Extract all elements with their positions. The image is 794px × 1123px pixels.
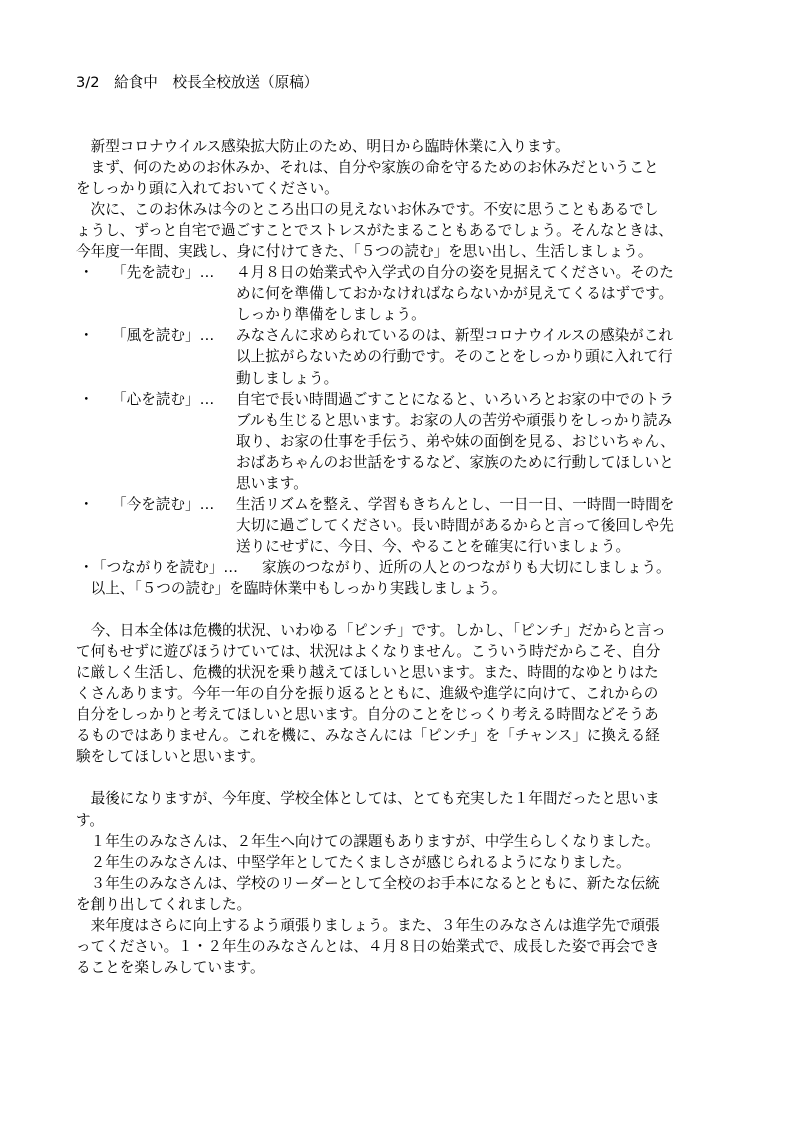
- bullet-text: 家族のつながり、近所の人とのつながりも大切にしましょう。: [262, 558, 671, 576]
- bullet-dot: ・: [79, 390, 94, 408]
- paragraph-line: ょうし、ずっと自宅で過ごすことでストレスがたまることもあるでしょう。そんなときは、: [76, 222, 673, 240]
- paragraph-line: 今、日本全体は危機的状況、いわゆる「ピンチ」です。しかし、「ピンチ」だからと言っ: [76, 622, 666, 640]
- document-title: 3/2 給食中 校長全校放送（原稿）: [76, 74, 319, 91]
- bullet-text: 動しましょう。: [236, 369, 339, 387]
- bullet-text: 送りにせずに、今日、今、やることを確実に行いましょう。: [236, 537, 631, 555]
- paragraph-line: を創り出してくれました。: [76, 895, 252, 913]
- bullet-label: 「つながりを読む」…: [92, 558, 238, 576]
- paragraph-line: 今年度一年間、実践し、身に付けてきた、「５つの読む」を思い出し、生活しましょう。: [76, 243, 653, 261]
- bullet-item-kaze: [76, 325, 718, 346]
- paragraph-line: 来年度はさらに向上するよう頑張りましょう。また、３年生のみなさんは進学先で頑張: [76, 916, 660, 934]
- bullet-text: おばあちゃんのお世話をするなど、家族のために行動してほしいと: [236, 453, 674, 471]
- paragraph-line: 以上、「５つの読む」を臨時休業中もしっかり実践しましょう。: [76, 579, 507, 597]
- bullet-label: 「先を読む」…: [112, 264, 215, 282]
- paragraph-line: をしっかり頭に入れておいてください。: [76, 180, 339, 198]
- bullet-text: めに何を準備しておかなければならないかが見えてくるはずです。: [236, 285, 674, 303]
- paragraph-line: ってください。１・２年生のみなさんとは、４月８日の始業式で、成長した姿で再会でき: [76, 937, 660, 955]
- paragraph-line: に厳しく生活し、危機的状況を乗り越えてほしいと思います。また、時間的なゆとりはた: [76, 664, 659, 682]
- bullet-item-kokoro: [76, 389, 718, 410]
- paragraph-line: 次に、このお休みは今のところ出口の見えないお休みです。不安に思うこともあるでし: [76, 201, 659, 219]
- bullet-item-ima: [76, 494, 718, 515]
- bullet-text: 取り、お家の仕事を手伝う、弟や妹の面倒を見る、おじいちゃん、: [236, 432, 675, 450]
- bullet-label: 「今を読む」…: [112, 495, 215, 513]
- bullet-text: 大切に過ごしてください。長い時間があるからと言って後回しや先: [236, 516, 674, 534]
- bullet-text: 自宅で長い時間過ごすことになると、いろいろとお家の中でのトラ: [236, 390, 674, 408]
- paragraph-line: １年生のみなさんは、２年生へ向けての課題もありますが、中学生らしくなりました。: [76, 832, 660, 850]
- spacer: [76, 767, 718, 788]
- paragraph-line: くさんあります。今年一年の自分を振り返るとともに、進級や進学に向けて、これからの: [76, 685, 659, 703]
- bullet-dot: ・: [79, 264, 94, 282]
- bullet-item-saki: [76, 262, 718, 283]
- paragraph-line: ３年生のみなさんは、学校のリーダーとして全校のお手本になるとともに、新たな伝統: [76, 874, 660, 892]
- paragraph-line: ２年生のみなさんは、中堅学年としてたくましさが感じられるようになりました。: [76, 853, 631, 871]
- bullet-text: 以上拡がらないための行動です。そのことをしっかり頭に入れて行: [236, 348, 673, 366]
- bullet-text: 生活リズムを整え、学習もきちんとし、一日一日、一時間一時間を: [236, 495, 675, 513]
- paragraph-line: 験をしてほしいと思います。: [76, 748, 265, 766]
- paragraph-line: す。: [76, 811, 105, 829]
- bullet-label: 「心を読む」…: [112, 390, 215, 408]
- paragraph-line: 最後になりますが、今年度、学校全体としては、とても充実した１年間だったと思いま: [76, 790, 660, 808]
- paragraph-line: まず、何のためのお休みか、それは、自分や家族の命を守るためのお休みだということ: [76, 159, 659, 177]
- bullet-label: 「風を読む」…: [112, 327, 215, 345]
- paragraph-line: るものではありません。これを機に、みなさんには「ピンチ」を「チャンス」に換える経: [76, 727, 660, 745]
- spacer: [76, 599, 718, 620]
- bullet-text: しっかり準備をしましょう。: [236, 306, 426, 324]
- bullet-text: ４月８日の始業式や入学式の自分の姿を見据えてください。そのた: [236, 264, 674, 282]
- paragraph-line: て何もせずに遊びほうけていては、状況はよくなりません。こういう時だからこそ、自分: [76, 643, 661, 661]
- bullet-dot: ・: [79, 495, 94, 513]
- paragraph-line: 自分をしっかりと考えてほしいと思います。自分のことをじっくり考える時間などそうあ: [76, 706, 659, 724]
- bullet-item-tsunagari: [76, 557, 718, 578]
- bullet-text: 思います。: [236, 474, 308, 492]
- bullet-dot: ・: [79, 327, 94, 345]
- bullet-text: ブルも生じると思います。お家の人の苦労や頑張りをしっかり読み: [236, 411, 673, 429]
- bullet-dot: ・: [79, 558, 94, 576]
- document-body: [76, 136, 718, 978]
- paragraph-line: 新型コロナウイルス感染拡大防止のため、明日から臨時休業に入ります。: [76, 138, 570, 155]
- bullet-text: みなさんに求められているのは、新型コロナウイルスの感染がこれ: [236, 327, 673, 345]
- paragraph-line: ることを楽しみしています。: [76, 958, 265, 976]
